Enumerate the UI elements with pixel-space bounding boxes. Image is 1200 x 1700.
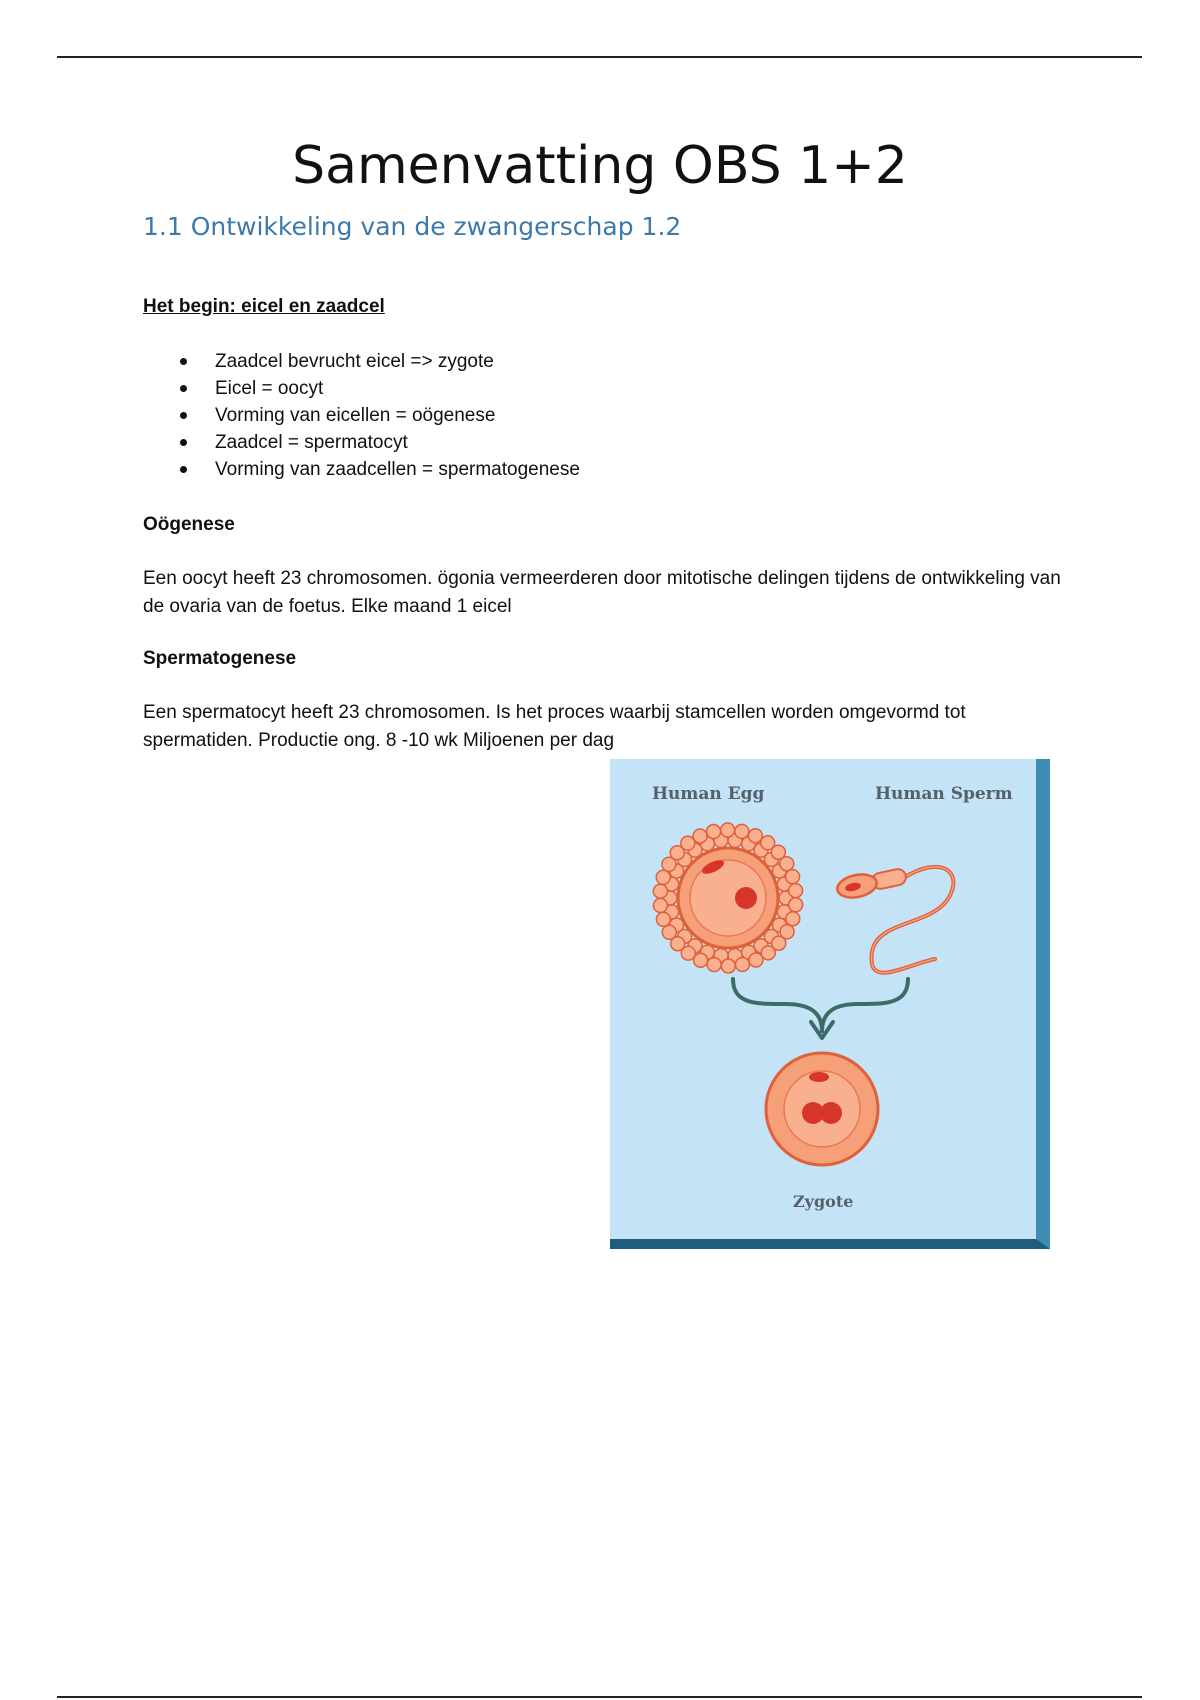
- bullet-icon: [180, 412, 187, 419]
- merge-arrow-icon: [733, 979, 908, 1038]
- corona-cell: [656, 912, 670, 926]
- section-subtitle: 1.1 Ontwikkeling van de zwangerschap 1.2: [143, 212, 682, 241]
- corona-cell: [653, 898, 667, 912]
- list-item: Vorming van zaadcellen = spermatogenese: [180, 456, 580, 483]
- zygote-label: Zygote: [793, 1192, 854, 1211]
- spermatogenese-paragraph: Een spermatocyt heeft 23 chromosomen. Is het proces waarbij stamcellen worden omgevormd tot spermatiden. Productie ong. 8 -10 wk Miljoenen per dag: [143, 702, 966, 751]
- corona-cell: [721, 959, 735, 973]
- list-item: Zaadcel bevrucht eicel => zygote: [180, 348, 580, 375]
- egg-icon: [653, 823, 802, 973]
- corona-cell: [656, 870, 670, 884]
- corona-cell: [707, 825, 721, 839]
- corona-cell: [653, 884, 667, 898]
- zygote-icon: [766, 1053, 878, 1165]
- list-item: Vorming van eicellen = oögenese: [180, 402, 580, 429]
- corona-cell: [662, 925, 676, 939]
- corona-cell: [780, 857, 794, 871]
- section-heading: Het begin: eicel en zaadcel: [143, 296, 385, 317]
- bullet-icon: [180, 439, 187, 446]
- oogenese-heading: Oögenese: [143, 514, 235, 535]
- corona-cell: [735, 957, 749, 971]
- bullet-icon: [180, 385, 187, 392]
- fertilization-illustration: [610, 759, 1036, 1239]
- corona-cell: [721, 823, 735, 837]
- corona-cell: [789, 884, 803, 898]
- list-item: Eicel = oocyt: [180, 375, 580, 402]
- bullet-icon: [180, 358, 187, 365]
- corona-cell: [786, 870, 800, 884]
- list-item: Zaadcel = spermatocyt: [180, 429, 580, 456]
- sperm-icon: [835, 867, 953, 973]
- sperm-label: Human Sperm: [875, 784, 1013, 804]
- document-title: Samenvatting OBS 1+2: [292, 136, 908, 196]
- bullet-list: [180, 348, 580, 483]
- corona-cell: [749, 953, 763, 967]
- bottom-rule: [57, 1696, 1142, 1698]
- oogenese-paragraph: Een oocyt heeft 23 chromosomen. ögonia vermeerderen door mitotische delingen tijdens de ontwikkeling van de ovaria van de foetus. Elke maand 1 eicel: [143, 568, 1061, 617]
- spermatogenese-heading: Spermatogenese: [143, 648, 297, 669]
- corona-cell: [786, 912, 800, 926]
- top-rule: [57, 56, 1142, 58]
- corona-cell: [789, 898, 803, 912]
- fertilization-figure: [610, 759, 1050, 1249]
- corona-cell: [693, 829, 707, 843]
- corona-cell: [735, 824, 749, 838]
- bullet-icon: [180, 466, 187, 473]
- egg-label: Human Egg: [652, 784, 765, 804]
- corona-cell: [707, 958, 721, 972]
